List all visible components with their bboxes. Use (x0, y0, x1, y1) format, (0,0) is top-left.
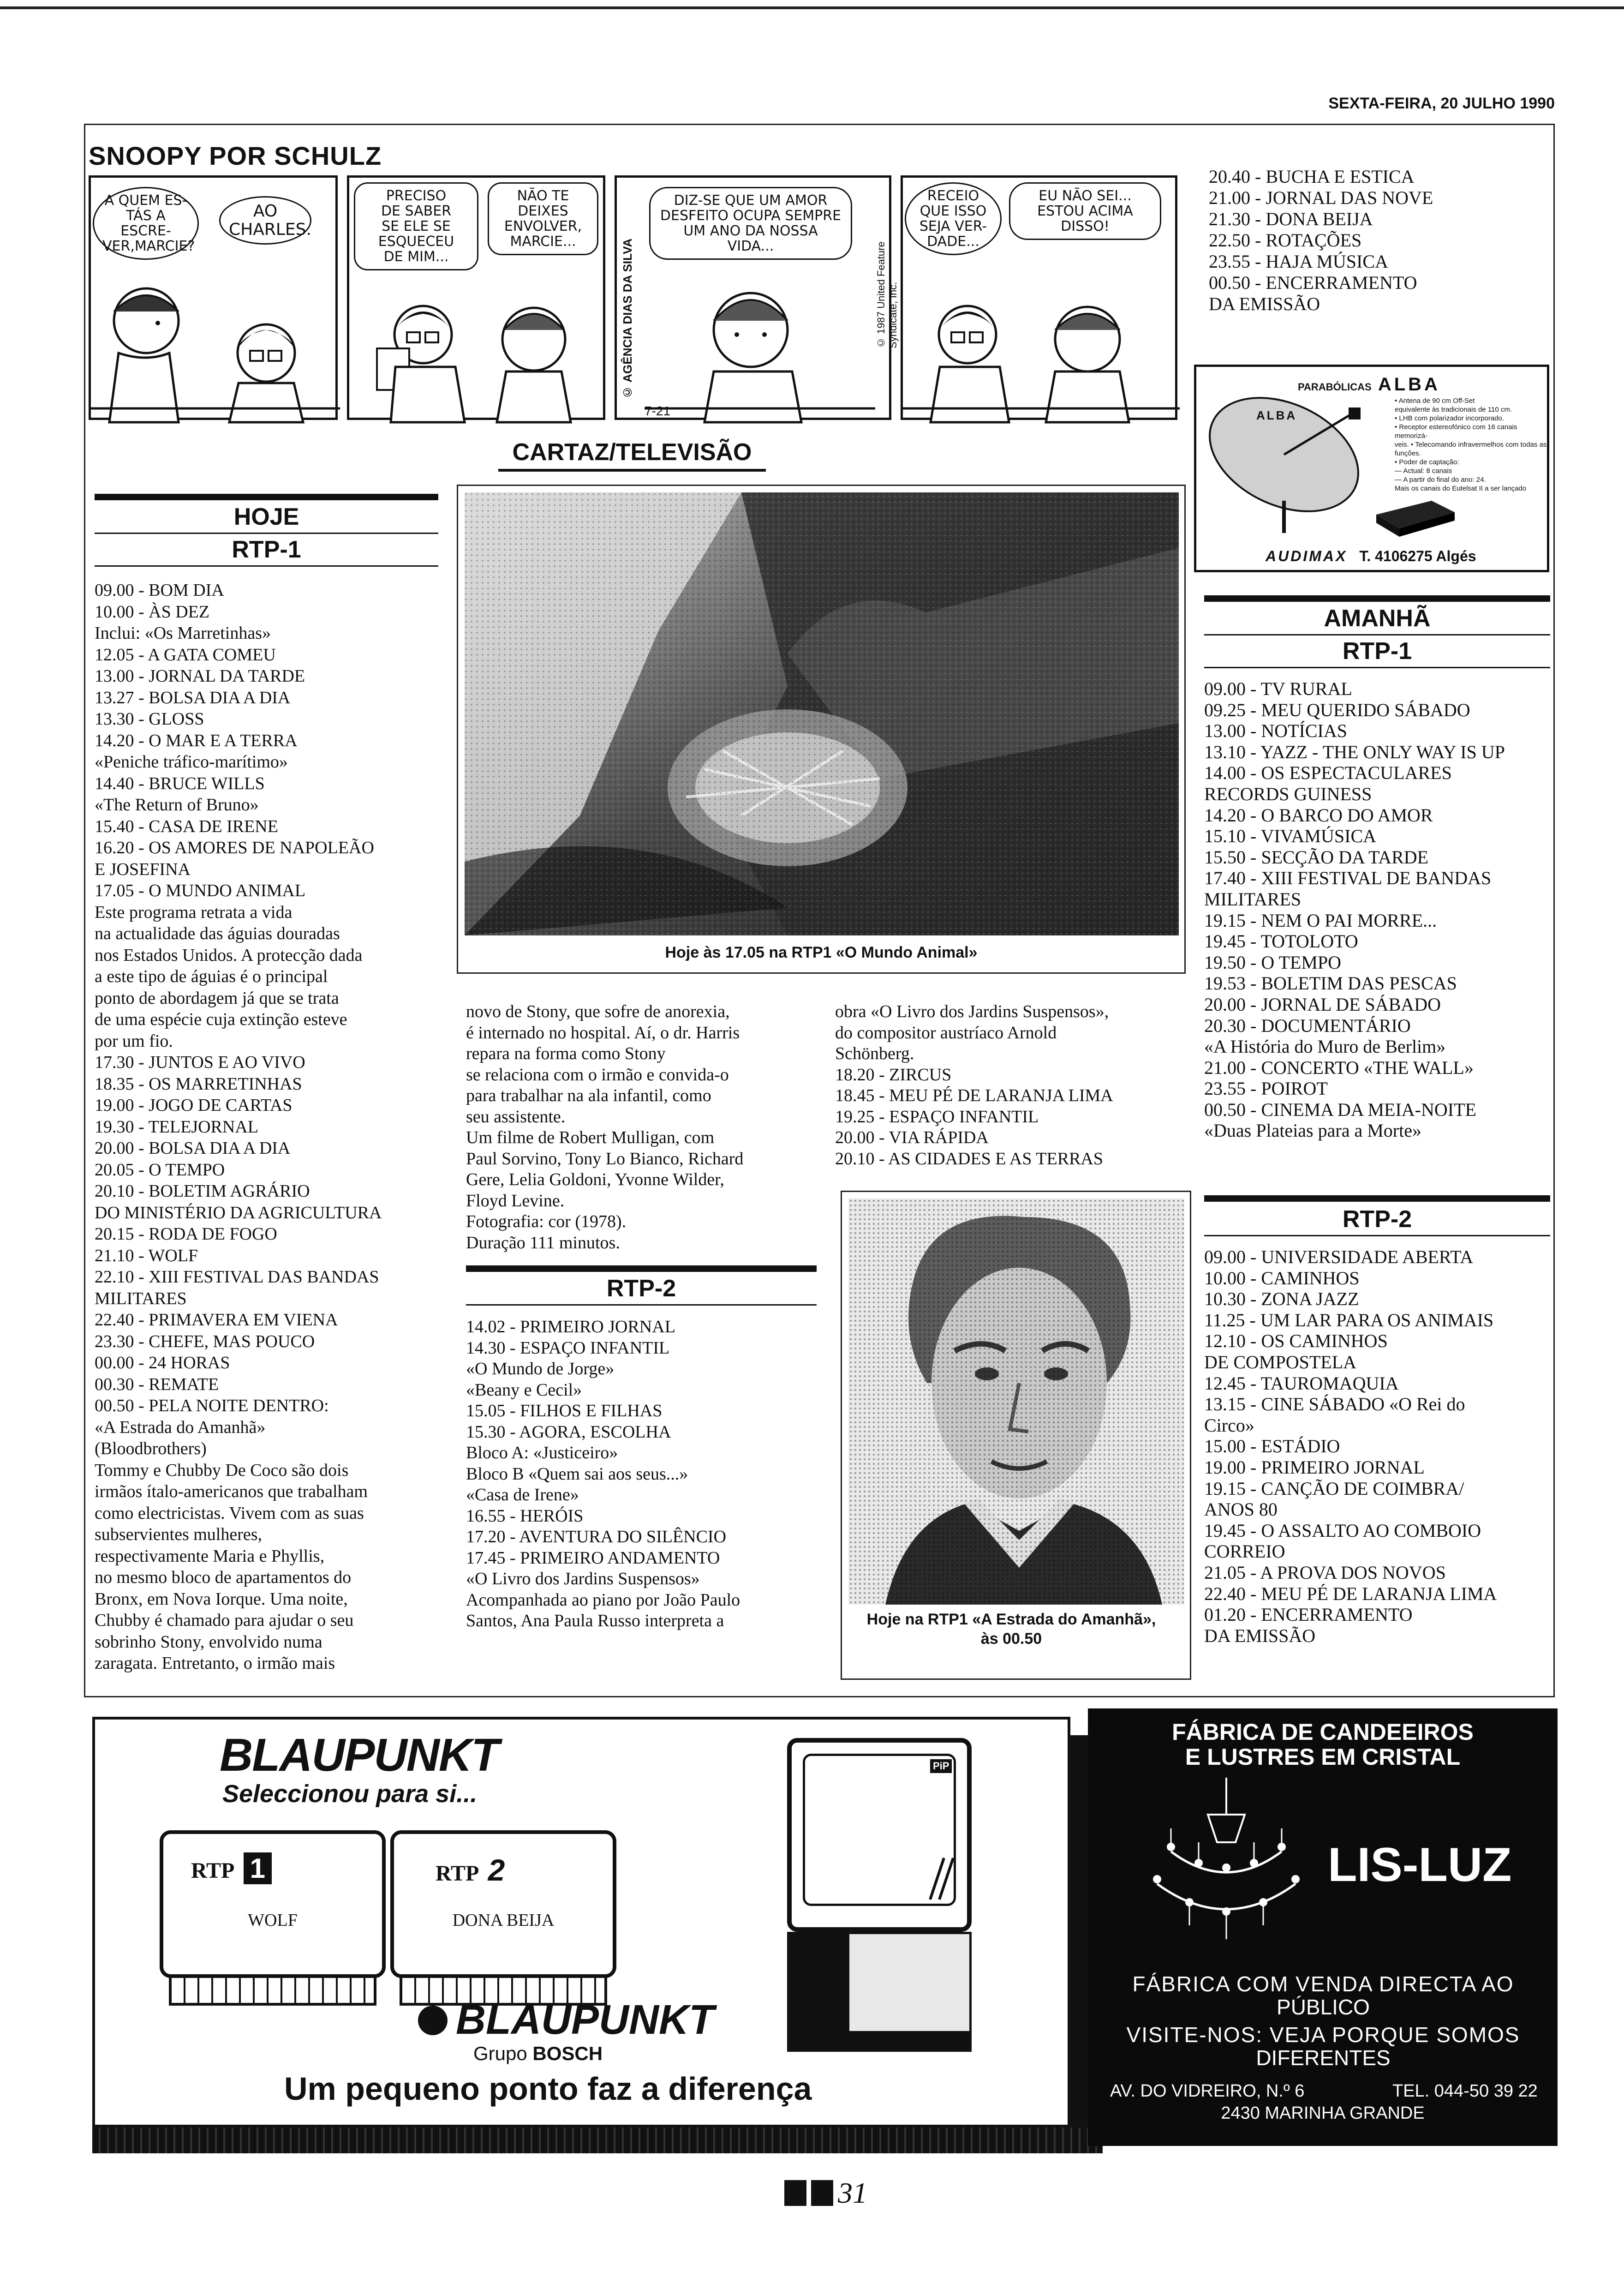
schedule-line: Circo» (1204, 1414, 1254, 1436)
schedule-line: nos Estados Unidos. A protecção dada (95, 945, 363, 965)
speech-bubble: A QUEM ES- TÁS A ESCRE- VER,MARCIE? (93, 187, 199, 260)
schedule-line: 17.45 - PRIMEIRO ANDAMENTO (466, 1548, 720, 1568)
tv-channel-number: 1 (244, 1852, 272, 1884)
right-column (1209, 166, 1550, 315)
lisluz-title-2: E LUSTRES EM CRISTAL (1185, 1744, 1461, 1770)
large-tv (787, 1738, 972, 2052)
schedule-line: «A História do Muro de Berlim» (1204, 1036, 1446, 1057)
schedule-line: 17.40 - XIII FESTIVAL DE BANDAS (1204, 868, 1492, 889)
schedule-line: 00.50 - PELA NOITE DENTRO: (95, 1396, 329, 1415)
schedule-line: MILITARES (1204, 888, 1302, 910)
alba-feature: • Poder de captação: (1395, 458, 1459, 466)
top-rule (0, 6, 1624, 9)
schedule-line: 15.40 - CASA DE IRENE (95, 816, 278, 836)
agency-credit: © AGÊNCIA DIAS DA SILVA (621, 238, 634, 399)
schedule-line: 23.55 - POIROT (1204, 1078, 1328, 1099)
schedule-line: irmãos ítalo-americanos que trabalham (95, 1482, 368, 1501)
tv-screen (390, 1830, 616, 1978)
schedule-line: 13.00 - JORNAL DA TARDE (95, 666, 305, 686)
strip-date: 7-21 (645, 404, 671, 418)
blaupunkt-ad (92, 1717, 1070, 2127)
satellite-dish-icon (1201, 385, 1395, 538)
schedule-line: (Bloodbrothers) (95, 1439, 207, 1458)
schedule-line: 22.40 - PRIMAVERA EM VIENA (95, 1310, 338, 1330)
schedule-line: 21.10 - WOLF (95, 1246, 198, 1265)
schedule-line: ponto de abordagem já que se trata (95, 988, 339, 1008)
tv-show-name: WOLF (248, 1911, 298, 1930)
alba-label (1298, 374, 1440, 395)
speech-bubble: AO CHARLES. (219, 196, 311, 245)
alba-feature: — Actual: 8 canais (1395, 467, 1452, 475)
schedule-line: 19.25 - ESPAÇO INFANTIL (835, 1107, 1039, 1127)
schedule-line: 18.20 - ZIRCUS (835, 1065, 952, 1085)
schedule-line: é internado no hospital. Aí, o dr. Harris (466, 1023, 740, 1043)
alba-feature: Mais os canais do Eutelsat II a ser lançado (1395, 485, 1527, 492)
schedule-line: 20.00 - JORNAL DE SÁBADO (1204, 994, 1441, 1015)
alba-feature: • LHB com polarizador incorporado. (1395, 414, 1505, 422)
schedule-line: 13.00 - NOTÍCIAS (1204, 720, 1347, 742)
lisluz-line-4: DIFERENTES (1256, 2046, 1391, 2070)
rule (1204, 667, 1550, 668)
dealer-phone: T. 4106275 Algés (1359, 548, 1476, 564)
peppermint-patty-figure (91, 270, 340, 422)
schedule-line: «The Return of Bruno» (95, 795, 259, 815)
alba-ad (1194, 365, 1549, 572)
schedule-line: 01.20 - ENCERRAMENTO (1204, 1604, 1413, 1625)
tv-set-1 (160, 1830, 386, 2006)
rule (1204, 1195, 1550, 1202)
schedule-line: 15.50 - SECÇÃO DA TARDE (1204, 846, 1429, 868)
schedule-line: 10.00 - CAMINHOS (1204, 1267, 1360, 1288)
schedule-line: 20.30 - DOCUMENTÁRIO (1204, 1015, 1411, 1036)
schedule-line: 15.10 - VIVAMÚSICA (1204, 826, 1377, 847)
speech-bubble: DIZ-SE QUE UM AMOR DESFEITO OCUPA SEMPRE UM ANO DA NOSSA VIDA... (649, 187, 852, 260)
rtp2-today-list (466, 1317, 817, 1632)
rtp1-heading: RTP-1 (232, 536, 301, 563)
schedule-line: «A Estrada do Amanhã» (95, 1417, 266, 1437)
schedule-line: 14.20 - O BARCO DO AMOR (1204, 804, 1433, 826)
lisluz-line-2: PÚBLICO (1277, 1995, 1370, 2019)
lisluz-address: AV. DO VIDREIRO, N.º 6 (1110, 2081, 1305, 2101)
amanha-heading: AMANHÃ (1324, 605, 1431, 632)
schedule-line: «Beany e Cecil» (466, 1380, 582, 1400)
schedule-line: 17.20 - AVENTURA DO SILÊNCIO (466, 1527, 727, 1546)
schedule-line: 20.05 - O TEMPO (95, 1160, 225, 1180)
receiver-icon (1372, 496, 1459, 538)
alba-brand: ALBA (1378, 374, 1440, 395)
schedule-line: Inclui: «Os Marretinhas» (95, 623, 271, 643)
schedule-line: 14.40 - BRUCE WILLS (95, 773, 265, 793)
rule (1204, 634, 1550, 635)
page-date: SEXTA-FEIRA, 20 JULHO 1990 (1328, 95, 1555, 112)
schedule-line: 20.00 - BOLSA DIA A DIA (95, 1139, 291, 1158)
schedule-line: 09.00 - BOM DIA (95, 581, 224, 600)
schedule-line: 21.30 - DONA BEIJA (1209, 209, 1373, 229)
schedule-line: 19.15 - CANÇÃO DE COIMBRA/ (1204, 1478, 1464, 1499)
schedule-line: Chubby é chamado para ajudar o seu (95, 1611, 354, 1630)
middle-text-list (466, 1001, 817, 1253)
publication-logo-icon (784, 2180, 806, 2206)
alba-feature-list (1395, 396, 1547, 493)
schedule-line: como electricistas. Vivem com as suas (95, 1503, 364, 1523)
schedule-line: 12.10 - OS CAMINHOS (1204, 1330, 1388, 1352)
schedule-line: respectivamente Maria e Phyllis, (95, 1546, 325, 1566)
schedule-line: zaragata. Entretanto, o irmão mais (95, 1654, 335, 1673)
speech-bubble: EU NÃO SEI... ESTOU ACIMA DISSO! (1009, 182, 1161, 240)
publication-logo-icon (811, 2180, 833, 2206)
schedule-line: 19.15 - NEM O PAI MORRE... (1204, 910, 1437, 931)
schedule-line: no mesmo bloco de apartamentos do (95, 1568, 352, 1587)
schedule-line: «Casa de Irene» (466, 1485, 579, 1504)
schedule-line: sobrinho Stony, envolvido numa (95, 1632, 322, 1652)
schedule-line: 22.10 - XIII FESTIVAL DAS BANDAS (95, 1267, 379, 1287)
lisluz-line-3: VISITE-NOS: VEJA PORQUE SOMOS (1126, 2023, 1520, 2047)
marcie-and-patty-figure (349, 279, 608, 422)
schedule-line: DE COMPOSTELA (1204, 1351, 1357, 1372)
schedule-line: Tommy e Chubby De Coco são dois (95, 1460, 349, 1480)
blaupunkt-logo-row (418, 1996, 714, 2044)
schedule-line: DA EMISSÃO (1209, 294, 1320, 314)
rtp2-tomorrow-list (1204, 1246, 1550, 1646)
schedule-line: Este programa retrata a vida (95, 902, 293, 922)
group-line (473, 2043, 603, 2065)
schedule-line: 13.30 - GLOSS (95, 709, 204, 729)
schedule-line: DO MINISTÉRIO DA AGRICULTURA (95, 1203, 382, 1222)
schedule-line: 14.30 - ESPAÇO INFANTIL (466, 1338, 670, 1358)
slash-icon (921, 1853, 958, 1904)
page-footer (784, 2176, 867, 2208)
group-label: Grupo (473, 2043, 527, 2064)
dish-logo: ALBA (1256, 408, 1297, 422)
ad-shadow (92, 2127, 1103, 2153)
tv-cabinet (787, 1932, 972, 2052)
schedule-line: 21.05 - A PROVA DOS NOVOS (1204, 1562, 1446, 1583)
schedule-line: 19.45 - TOTOLOTO (1204, 931, 1358, 952)
blaupunkt-dot-icon (418, 2006, 448, 2035)
schedule-line: DA EMISSÃO (1204, 1625, 1316, 1646)
alba-feature: funções. (1395, 449, 1421, 457)
rule (466, 1265, 817, 1272)
schedule-line: 20.10 - BOLETIM AGRÁRIO (95, 1181, 310, 1201)
blaupunkt-slogan: Um pequeno ponto faz a diferença (284, 2071, 812, 2107)
schedule-line: 17.30 - JUNTOS E AO VIVO (95, 1053, 305, 1072)
right-middle-column (835, 1001, 1186, 1169)
portrait-photo (848, 1198, 1184, 1605)
schedule-line: 09.00 - TV RURAL (1204, 678, 1352, 699)
rule (1204, 1235, 1550, 1236)
schedule-line: 19.45 - O ASSALTO AO COMBOIO (1204, 1520, 1481, 1541)
copyright-credit: © 1987 United Feature Syndicate, Inc. (875, 241, 899, 348)
schedule-line: 19.53 - BOLETIM DAS PESCAS (1204, 973, 1457, 994)
rtp2-tomorrow-heading: RTP-2 (1342, 1206, 1412, 1233)
blaupunkt-brand-top: BLAUPUNKT (220, 1729, 499, 1781)
schedule-line: 21.00 - CONCERTO «THE WALL» (1204, 1057, 1474, 1078)
schedule-line: 09.00 - UNIVERSIDADE ABERTA (1204, 1246, 1474, 1267)
rule (466, 1304, 817, 1306)
schedule-line: Um filme de Robert Mulligan, com (466, 1128, 715, 1147)
schedule-line: 18.45 - MEU PÉ DE LARANJA LIMA (835, 1086, 1113, 1105)
schedule-line: 09.25 - MEU QUERIDO SÁBADO (1204, 699, 1470, 720)
schedule-line: Schönberg. (835, 1044, 914, 1063)
schedule-line: 14.00 - OS ESPECTACULARES (1204, 762, 1452, 784)
comic-panel-4 (901, 175, 1177, 420)
alba-feature: equivalente às tradicionais de 110 cm. (1395, 406, 1512, 413)
portrait-photo-caption: Hoje na RTP1 «A Estrada do Amanhã», às 00.50 (866, 1611, 1156, 1648)
tv-screen (160, 1830, 386, 1978)
schedule-line: «O Livro dos Jardins Suspensos» (466, 1569, 700, 1588)
schedule-line: MILITARES (95, 1288, 187, 1308)
alba-feature: — A partir do final do ano: 24. (1395, 476, 1486, 484)
tv-channel-name: RTP (436, 1861, 478, 1886)
tv-set-2 (390, 1830, 616, 2006)
schedule-line: 20.15 - RODA DE FOGO (95, 1224, 277, 1244)
hoje-schedule-list (95, 580, 438, 1674)
schedule-line: 19.00 - JOGO DE CARTAS (95, 1096, 293, 1115)
schedule-line: «Duas Plateias para a Morte» (1204, 1120, 1421, 1141)
speech-bubble: NÃO TE DEIXES ENVOLVER, MARCIE... (488, 182, 598, 255)
comic-title: SNOOPY POR SCHULZ (89, 141, 382, 170)
tv-channel-logo (436, 1852, 505, 1888)
lisluz-brand: LIS-LUZ (1328, 1838, 1512, 1892)
schedule-line: 17.05 - O MUNDO ANIMAL (95, 881, 306, 900)
schedule-line: Fotografia: cor (1978). (466, 1212, 627, 1231)
eagle-photo-caption: Hoje às 17.05 na RTP1 «O Mundo Animal» (665, 944, 978, 961)
photo-box-portrait (841, 1191, 1191, 1680)
schedule-line: Bloco B «Quem sai aos seus...» (466, 1464, 688, 1484)
tv-channel-logo (191, 1852, 272, 1884)
patty-thinking-figure (645, 275, 875, 422)
schedule-line: 12.05 - A GATA COMEU (95, 645, 276, 665)
schedule-line: 23.30 - CHEFE, MAS POUCO (95, 1331, 315, 1351)
schedule-line: 00.50 - ENCERRAMENTO (1209, 272, 1417, 293)
schedule-line: RECORDS GUINESS (1204, 783, 1372, 804)
speech-bubble: PRECISO DE SABER SE ELE SE ESQUECEU DE MIM... (354, 182, 478, 270)
schedule-line: por um fio. (95, 1031, 173, 1051)
blaupunkt-brand-bottom: BLAUPUNKT (456, 1997, 714, 2043)
schedule-line: para trabalhar na ala infantil, como (466, 1086, 711, 1105)
lisluz-city: 2430 MARINHA GRANDE (1221, 2103, 1425, 2123)
schedule-line: «O Mundo de Jorge» (466, 1359, 615, 1378)
lisluz-phone: TEL. 044-50 39 22 (1392, 2081, 1538, 2101)
schedule-line: 00.30 - REMATE (95, 1374, 219, 1394)
schedule-line: a este tipo de águias é o principal (95, 967, 328, 986)
schedule-line: 15.30 - AGORA, ESCOLHA (466, 1422, 671, 1442)
schedule-line: 18.35 - OS MARRETINHAS (95, 1074, 302, 1094)
pip-badge: PiP (930, 1759, 952, 1773)
portrait-image (848, 1198, 1184, 1605)
alba-feature: • Antena de 90 cm Off-Set (1395, 397, 1475, 405)
comic-strip (89, 175, 1187, 425)
schedule-line: E JOSEFINA (95, 859, 191, 879)
rule (95, 533, 438, 534)
amanha-column (1204, 595, 1550, 1141)
schedule-line: do compositor austríaco Arnold (835, 1023, 1057, 1043)
schedule-line: 22.50 - ROTAÇÕES (1209, 230, 1362, 251)
blaupunkt-tagline: Seleccionou para si... (222, 1780, 478, 1808)
tv-show-name: DONA BEIJA (452, 1911, 555, 1930)
hoje-heading: HOJE (233, 503, 299, 530)
rule (95, 565, 438, 567)
comic-panel-1 (89, 175, 338, 420)
schedule-line: 14.02 - PRIMEIRO JORNAL (466, 1317, 675, 1336)
schedule-line: Gere, Lelia Goldoni, Yvonne Wilder, (466, 1170, 724, 1189)
schedule-line: 00.50 - CINEMA DA MEIA-NOITE (1204, 1099, 1476, 1120)
schedule-line: repara na forma como Stony (466, 1044, 666, 1063)
schedule-line: Floyd Levine. (466, 1191, 565, 1210)
tv-channel-name: RTP (191, 1858, 233, 1883)
schedule-line: Bronx, em Nova Iorque. Uma noite, (95, 1589, 348, 1609)
marcie-and-patty-figure (903, 270, 1180, 422)
comic-panel-2 (347, 175, 605, 420)
tv-channel-number: 2 (488, 1853, 505, 1887)
rtp1-tomorrow-heading: RTP-1 (1342, 638, 1412, 665)
eagle-photo (465, 492, 1179, 935)
schedule-line: 19.00 - PRIMEIRO JORNAL (1204, 1456, 1425, 1478)
schedule-line: na actualidade das águias douradas (95, 924, 340, 943)
comic-panel-3 (615, 175, 899, 420)
schedule-line: subservientes mulheres, (95, 1525, 263, 1544)
schedule-line: 11.25 - UM LAR PARA OS ANIMAIS (1204, 1309, 1494, 1330)
lisluz-ad (1088, 1708, 1558, 2146)
rtp1-tomorrow-list (1204, 678, 1550, 1141)
schedule-line: 12.45 - TAUROMAQUIA (1204, 1372, 1399, 1394)
schedule-line: Acompanhada ao piano por João Paulo (466, 1590, 740, 1610)
schedule-line: Bloco A: «Justiceiro» (466, 1443, 618, 1462)
schedule-line: 14.20 - O MAR E A TERRA (95, 731, 298, 750)
schedule-line: 13.10 - YAZZ - THE ONLY WAY IS UP (1204, 741, 1505, 762)
amanha-rtp2-column (1204, 1195, 1550, 1646)
cabinet-panel (847, 1932, 972, 2033)
schedule-line: «Peniche tráfico-marítimo» (95, 752, 288, 772)
schedule-line: novo de Stony, que sofre de anorexia, (466, 1002, 730, 1021)
schedule-line: 00.00 - 24 HORAS (95, 1353, 230, 1372)
schedule-line: 20.00 - VIA RÁPIDA (835, 1128, 989, 1147)
lisluz-line-1: FÁBRICA COM VENDA DIRECTA AO (1132, 1972, 1514, 1996)
schedule-line: 13.15 - CINE SÁBADO «O Rei do (1204, 1394, 1465, 1415)
schedule-line: Santos, Ana Paula Russo interpreta a (466, 1611, 724, 1630)
schedule-line: 20.10 - AS CIDADES E AS TERRAS (835, 1149, 1104, 1168)
schedule-line: se relaciona com o irmão e convida-o (466, 1065, 729, 1085)
tv-screen (787, 1738, 972, 1932)
alba-label-text: PARABÓLICAS (1298, 381, 1372, 393)
schedule-line: 19.30 - TELEJORNAL (95, 1117, 258, 1137)
alba-feature: veis. • Telecomando infravermelhos com todas as (1395, 441, 1547, 449)
speech-bubble: RECEIO QUE ISSO SEJA VER- DADE... (905, 182, 1002, 255)
group-name: BOSCH (532, 2043, 603, 2064)
schedule-line: CORREIO (1204, 1541, 1285, 1562)
schedule-line: 21.00 - JORNAL DAS NOVE (1209, 187, 1433, 208)
schedule-line: 22.40 - MEU PÉ DE LARANJA LIMA (1204, 1583, 1497, 1604)
alba-dealer-line (1266, 548, 1476, 565)
schedule-line: 16.55 - HERÓIS (466, 1506, 584, 1526)
tv-base (169, 1978, 376, 2006)
right-middle-text-list (835, 1001, 1186, 1169)
schedule-line: Duração 111 minutos. (466, 1233, 620, 1252)
dealer-name: AUDIMAX (1266, 548, 1348, 564)
schedule-line: 23.55 - HAJA MÚSICA (1209, 251, 1388, 272)
eagle-nest-image (465, 492, 1179, 935)
schedule-line: 15.05 - FILHOS E FILHAS (466, 1401, 663, 1420)
page-number: 31 (838, 2176, 867, 2209)
schedule-line: Paul Sorvino, Tony Lo Bianco, Richard (466, 1149, 744, 1168)
chandelier-icon (1139, 1778, 1314, 1953)
rule (95, 494, 438, 500)
lisluz-title-1: FÁBRICA DE CANDEEIROS (1172, 1719, 1474, 1745)
schedule-line: 13.27 - BOLSA DIA A DIA (95, 688, 291, 707)
schedule-line: de uma espécie cuja extinção esteve (95, 1010, 347, 1029)
schedule-line: 19.50 - O TEMPO (1204, 952, 1342, 973)
schedule-line: 10.00 - ÀS DEZ (95, 602, 210, 622)
schedule-line: 16.20 - OS AMORES DE NAPOLEÃO (95, 838, 374, 857)
middle-column (466, 1001, 817, 1632)
schedule-line: 20.40 - BUCHA E ESTICA (1209, 166, 1415, 187)
hoje-column (95, 494, 438, 1674)
rtp1-evening-list (1209, 166, 1550, 315)
rule (1204, 595, 1550, 602)
schedule-line: seu assistente. (466, 1107, 566, 1127)
schedule-line: 10.30 - ZONA JAZZ (1204, 1288, 1359, 1310)
schedule-line: 15.00 - ESTÁDIO (1204, 1436, 1340, 1457)
schedule-line: ANOS 80 (1204, 1499, 1278, 1520)
schedule-line: obra «O Livro dos Jardins Suspensos», (835, 1002, 1109, 1021)
photo-box-eagle (457, 485, 1186, 974)
rtp2-heading: RTP-2 (606, 1275, 676, 1302)
alba-feature: • Receptor estereofónico com 16 canais memorizá- (1395, 423, 1517, 440)
section-title: CARTAZ/TELEVISÃO (498, 438, 766, 472)
